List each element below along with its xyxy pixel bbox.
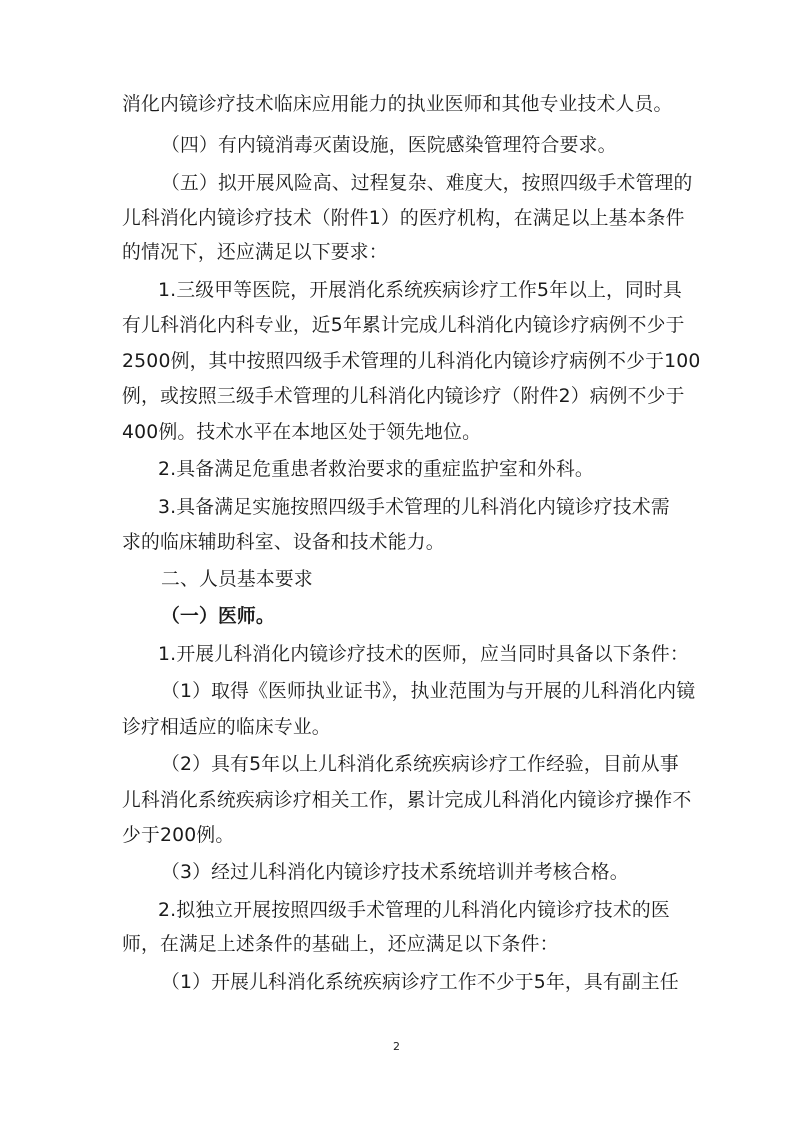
text-line: （1）取得《医师执业证书》，执业范围为与开展的儿科消化内镜	[161, 681, 696, 702]
text-line: （五）拟开展风险高、过程复杂、难度大，按照四级手术管理的	[161, 173, 693, 194]
text-line: （3）经过儿科消化内镜诊疗技术系统培训并考核合格。	[161, 862, 629, 883]
text-line: 2.拟独立开展按照四级手术管理的儿科消化内镜诊疗技术的医	[158, 900, 670, 921]
text-line: 消化内镜诊疗技术临床应用能力的执业医师和其他专业技术人员。	[122, 94, 673, 115]
text-line: （1）开展儿科消化系统疾病诊疗工作不少于5年，具有副主任	[161, 972, 679, 993]
text-line: 少于200例。	[122, 825, 235, 846]
text-line: 2.具备满足危重患者救治要求的重症监护室和外科。	[158, 459, 594, 480]
text-line: 求的临床辅助科室、设备和技术能力。	[122, 532, 445, 553]
text-line: 的情况下，还应满足以下要求：	[122, 242, 388, 263]
text-line: 儿科消化内镜诊疗技术（附件1）的医疗机构，在满足以上基本条件	[122, 208, 685, 229]
text-line: 400例。技术水平在本地区处于领先地位。	[122, 422, 482, 443]
page-number: 2	[393, 1040, 400, 1053]
text-line: 2500例，其中按照四级手术管理的儿科消化内镜诊疗病例不少于100	[122, 351, 701, 372]
text-line: 例，或按照三级手术管理的儿科消化内镜诊疗（附件2）病例不少于	[122, 386, 685, 407]
text-line: （四）有内镜消毒灭菌设施，医院感染管理符合要求。	[161, 135, 617, 156]
text-line: 1.三级甲等医院，开展消化系统疾病诊疗工作5年以上，同时具	[158, 280, 682, 301]
subsection-heading: （一）医师。	[161, 606, 275, 627]
section-heading: 二、人员基本要求	[161, 569, 313, 590]
text-line: 诊疗相适应的临床专业。	[122, 717, 331, 738]
text-line: 儿科消化系统疾病诊疗相关工作，累计完成儿科消化内镜诊疗操作不	[122, 790, 692, 811]
text-line: 1.开展儿科消化内镜诊疗技术的医师，应当同时具备以下条件：	[158, 644, 689, 665]
text-line: 有儿科消化内科专业，近5年累计完成儿科消化内镜诊疗病例不少于	[122, 315, 685, 336]
text-line: 3.具备满足实施按照四级手术管理的儿科消化内镜诊疗技术需	[158, 497, 670, 518]
text-line: 师，在满足上述条件的基础上，还应满足以下条件：	[122, 934, 559, 955]
text-line: （2）具有5年以上儿科消化系统疾病诊疗工作经验，目前从事	[161, 754, 679, 775]
